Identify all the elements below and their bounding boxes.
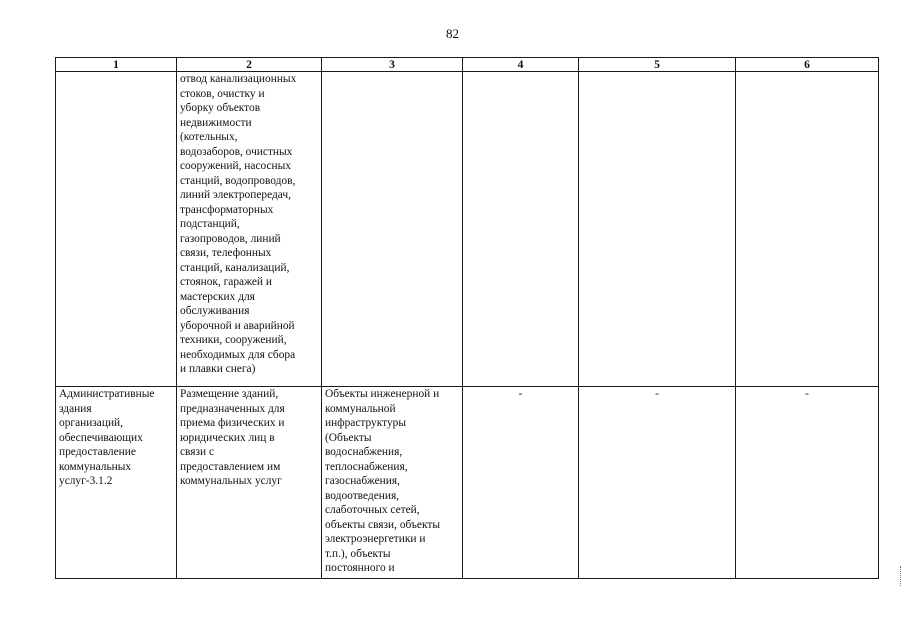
scan-margin-mark: [900, 566, 903, 586]
column-header-6: 6: [736, 58, 879, 72]
table-row: [56, 387, 879, 579]
table-header-row: [56, 58, 879, 72]
table-cell: [322, 387, 463, 579]
cell-text: -: [518, 388, 523, 400]
table-cell: [56, 387, 177, 579]
page-number: 82: [446, 26, 459, 41]
cell-text: Размещение зданий, предназначенных для приема физических и юридических лиц в связи с предоставлением им коммунальных услуг: [180, 388, 285, 487]
column-header-1: 1: [56, 58, 177, 72]
column-header-5: 5: [579, 58, 736, 72]
table-cell: [579, 72, 736, 387]
cell-text: Объекты инженерной и коммунальной инфраструктуры (Объекты водоснабжения, теплоснабжения, газоснабжения, водоотведения, слаботочных сетей, объекты связи, объекты электроэнергетики и т.п.), объекты постоянного и: [325, 388, 440, 574]
table-row: [56, 72, 879, 387]
table-cell: [463, 72, 579, 387]
cell-text: -: [805, 388, 809, 400]
column-header-2: 2: [177, 58, 322, 72]
table-cell: [736, 387, 879, 579]
table-cell: [736, 72, 879, 387]
column-header-4: 4: [463, 58, 579, 72]
cell-text: Административные здания организаций, обеспечивающих предоставление коммунальных услуг-3.1.2: [59, 388, 155, 487]
land-use-table: [55, 57, 879, 579]
cell-text: -: [655, 388, 659, 400]
table-cell: [56, 72, 177, 387]
column-header-3: 3: [322, 58, 463, 72]
cell-text: отвод канализационных стоков, очистку и уборку объектов недвижимости (котельных, водозаборов, очистных сооружений, насосных станций, водопроводов, линий электропередач, трансформаторных подстанций, газопроводов, линий связи, телефонных станций, канализаций, стоянок, гаражей и мастерских для обслуживания уборочной и аварийной техники, сооружений, необходимых для сбора и плавки снега): [180, 73, 297, 375]
table-cell: [322, 72, 463, 387]
table-cell: [579, 387, 736, 579]
table-cell: [177, 387, 322, 579]
table-cell: [177, 72, 322, 387]
table-cell: [463, 387, 579, 579]
